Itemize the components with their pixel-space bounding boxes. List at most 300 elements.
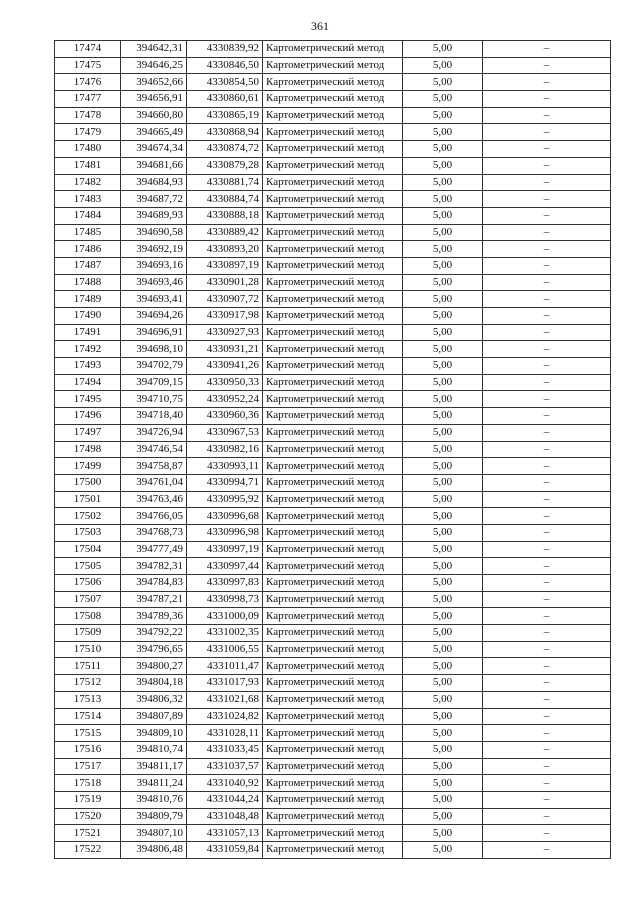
x-coordinate-cell: 394763,46 [121, 491, 187, 508]
accuracy-cell: 5,00 [403, 825, 483, 842]
accuracy-cell: 5,00 [403, 124, 483, 141]
point-number-cell: 17488 [55, 274, 121, 291]
accuracy-cell: 5,00 [403, 691, 483, 708]
method-cell: Картометрический метод [263, 274, 403, 291]
accuracy-cell: 5,00 [403, 174, 483, 191]
y-coordinate-cell: 4330865,19 [187, 107, 263, 124]
y-coordinate-cell: 4331028,11 [187, 725, 263, 742]
y-coordinate-cell: 4330993,11 [187, 458, 263, 475]
page-number: 361 [311, 19, 329, 33]
method-cell: Картометрический метод [263, 508, 403, 525]
y-coordinate-cell: 4330860,61 [187, 91, 263, 108]
accuracy-cell: 5,00 [403, 791, 483, 808]
method-cell: Картометрический метод [263, 842, 403, 859]
x-coordinate-cell: 394694,26 [121, 308, 187, 325]
method-cell: Картометрический метод [263, 408, 403, 425]
accuracy-cell: 5,00 [403, 241, 483, 258]
note-cell: – [483, 241, 611, 258]
x-coordinate-cell: 394698,10 [121, 341, 187, 358]
accuracy-cell: 5,00 [403, 675, 483, 692]
y-coordinate-cell: 4330879,28 [187, 157, 263, 174]
x-coordinate-cell: 394766,05 [121, 508, 187, 525]
y-coordinate-cell: 4331011,47 [187, 658, 263, 675]
note-cell: – [483, 191, 611, 208]
table-row [55, 842, 611, 859]
note-cell: – [483, 424, 611, 441]
accuracy-cell: 5,00 [403, 341, 483, 358]
note-cell: – [483, 591, 611, 608]
method-cell: Картометрический метод [263, 107, 403, 124]
point-number-cell: 17496 [55, 408, 121, 425]
table-row [55, 825, 611, 842]
y-coordinate-cell: 4330884,74 [187, 191, 263, 208]
y-coordinate-cell: 4330868,94 [187, 124, 263, 141]
point-number-cell: 17500 [55, 474, 121, 491]
table-row [55, 91, 611, 108]
note-cell: – [483, 658, 611, 675]
point-number-cell: 17514 [55, 708, 121, 725]
y-coordinate-cell: 4331059,84 [187, 842, 263, 859]
point-number-cell: 17490 [55, 308, 121, 325]
table-row [55, 775, 611, 792]
y-coordinate-cell: 4330893,20 [187, 241, 263, 258]
table-row [55, 608, 611, 625]
note-cell: – [483, 308, 611, 325]
method-cell: Картометрический метод [263, 675, 403, 692]
point-number-cell: 17510 [55, 641, 121, 658]
accuracy-cell: 5,00 [403, 808, 483, 825]
x-coordinate-cell: 394809,79 [121, 808, 187, 825]
point-number-cell: 17508 [55, 608, 121, 625]
method-cell: Картометрический метод [263, 308, 403, 325]
table-row [55, 207, 611, 224]
method-cell: Картометрический метод [263, 141, 403, 158]
method-cell: Картометрический метод [263, 708, 403, 725]
accuracy-cell: 5,00 [403, 575, 483, 592]
y-coordinate-cell: 4330927,93 [187, 324, 263, 341]
point-number-cell: 17513 [55, 691, 121, 708]
table-row [55, 791, 611, 808]
x-coordinate-cell: 394684,93 [121, 174, 187, 191]
table-row [55, 57, 611, 74]
note-cell: – [483, 675, 611, 692]
method-cell: Картометрический метод [263, 791, 403, 808]
x-coordinate-cell: 394642,31 [121, 41, 187, 58]
table-row [55, 808, 611, 825]
note-cell: – [483, 808, 611, 825]
accuracy-cell: 5,00 [403, 141, 483, 158]
note-cell: – [483, 758, 611, 775]
point-number-cell: 17491 [55, 324, 121, 341]
method-cell: Картометрический метод [263, 157, 403, 174]
accuracy-cell: 5,00 [403, 324, 483, 341]
table-row [55, 558, 611, 575]
accuracy-cell: 5,00 [403, 758, 483, 775]
method-cell: Картометрический метод [263, 775, 403, 792]
note-cell: – [483, 374, 611, 391]
x-coordinate-cell: 394646,25 [121, 57, 187, 74]
table-row [55, 491, 611, 508]
point-number-cell: 17483 [55, 191, 121, 208]
table-row [55, 708, 611, 725]
x-coordinate-cell: 394693,41 [121, 291, 187, 308]
table-row [55, 725, 611, 742]
point-number-cell: 17498 [55, 441, 121, 458]
note-cell: – [483, 458, 611, 475]
table-row [55, 458, 611, 475]
point-number-cell: 17485 [55, 224, 121, 241]
table-row [55, 74, 611, 91]
y-coordinate-cell: 4330994,71 [187, 474, 263, 491]
method-cell: Картометрический метод [263, 291, 403, 308]
x-coordinate-cell: 394784,83 [121, 575, 187, 592]
note-cell: – [483, 474, 611, 491]
x-coordinate-cell: 394674,34 [121, 141, 187, 158]
x-coordinate-cell: 394656,91 [121, 91, 187, 108]
note-cell: – [483, 524, 611, 541]
accuracy-cell: 5,00 [403, 524, 483, 541]
y-coordinate-cell: 4330846,50 [187, 57, 263, 74]
note-cell: – [483, 274, 611, 291]
accuracy-cell: 5,00 [403, 508, 483, 525]
note-cell: – [483, 224, 611, 241]
note-cell: – [483, 291, 611, 308]
point-number-cell: 17475 [55, 57, 121, 74]
x-coordinate-cell: 394709,15 [121, 374, 187, 391]
note-cell: – [483, 74, 611, 91]
accuracy-cell: 5,00 [403, 591, 483, 608]
method-cell: Картометрический метод [263, 625, 403, 642]
point-number-cell: 17517 [55, 758, 121, 775]
point-number-cell: 17486 [55, 241, 121, 258]
accuracy-cell: 5,00 [403, 658, 483, 675]
note-cell: – [483, 708, 611, 725]
note-cell: – [483, 408, 611, 425]
y-coordinate-cell: 4331024,82 [187, 708, 263, 725]
x-coordinate-cell: 394807,10 [121, 825, 187, 842]
method-cell: Картометрический метод [263, 575, 403, 592]
point-number-cell: 17487 [55, 257, 121, 274]
point-number-cell: 17502 [55, 508, 121, 525]
point-number-cell: 17503 [55, 524, 121, 541]
x-coordinate-cell: 394792,22 [121, 625, 187, 642]
note-cell: – [483, 842, 611, 859]
x-coordinate-cell: 394710,75 [121, 391, 187, 408]
x-coordinate-cell: 394787,21 [121, 591, 187, 608]
y-coordinate-cell: 4331000,09 [187, 608, 263, 625]
table-row [55, 241, 611, 258]
x-coordinate-cell: 394660,80 [121, 107, 187, 124]
method-cell: Картометрический метод [263, 191, 403, 208]
x-coordinate-cell: 394702,79 [121, 358, 187, 375]
accuracy-cell: 5,00 [403, 358, 483, 375]
accuracy-cell: 5,00 [403, 308, 483, 325]
point-number-cell: 17492 [55, 341, 121, 358]
table-row [55, 741, 611, 758]
method-cell: Картометрический метод [263, 741, 403, 758]
y-coordinate-cell: 4331044,24 [187, 791, 263, 808]
method-cell: Картометрический метод [263, 41, 403, 58]
x-coordinate-cell: 394718,40 [121, 408, 187, 425]
point-number-cell: 17521 [55, 825, 121, 842]
x-coordinate-cell: 394807,89 [121, 708, 187, 725]
x-coordinate-cell: 394796,65 [121, 641, 187, 658]
table-row [55, 524, 611, 541]
accuracy-cell: 5,00 [403, 157, 483, 174]
table-row [55, 641, 611, 658]
y-coordinate-cell: 4330874,72 [187, 141, 263, 158]
note-cell: – [483, 91, 611, 108]
x-coordinate-cell: 394687,72 [121, 191, 187, 208]
accuracy-cell: 5,00 [403, 391, 483, 408]
note-cell: – [483, 341, 611, 358]
note-cell: – [483, 741, 611, 758]
accuracy-cell: 5,00 [403, 641, 483, 658]
x-coordinate-cell: 394681,66 [121, 157, 187, 174]
note-cell: – [483, 541, 611, 558]
method-cell: Картометрический метод [263, 658, 403, 675]
table-body [55, 41, 611, 859]
accuracy-cell: 5,00 [403, 224, 483, 241]
point-number-cell: 17501 [55, 491, 121, 508]
table-row [55, 474, 611, 491]
note-cell: – [483, 641, 611, 658]
note-cell: – [483, 257, 611, 274]
note-cell: – [483, 691, 611, 708]
note-cell: – [483, 775, 611, 792]
accuracy-cell: 5,00 [403, 458, 483, 475]
y-coordinate-cell: 4330881,74 [187, 174, 263, 191]
accuracy-cell: 5,00 [403, 107, 483, 124]
x-coordinate-cell: 394806,48 [121, 842, 187, 859]
table-row [55, 308, 611, 325]
point-number-cell: 17482 [55, 174, 121, 191]
y-coordinate-cell: 4330997,44 [187, 558, 263, 575]
y-coordinate-cell: 4330952,24 [187, 391, 263, 408]
accuracy-cell: 5,00 [403, 558, 483, 575]
x-coordinate-cell: 394777,49 [121, 541, 187, 558]
table-row [55, 591, 611, 608]
accuracy-cell: 5,00 [403, 41, 483, 58]
y-coordinate-cell: 4330960,36 [187, 408, 263, 425]
x-coordinate-cell: 394689,93 [121, 207, 187, 224]
note-cell: – [483, 558, 611, 575]
accuracy-cell: 5,00 [403, 725, 483, 742]
method-cell: Картометрический метод [263, 74, 403, 91]
y-coordinate-cell: 4330996,98 [187, 524, 263, 541]
point-number-cell: 17506 [55, 575, 121, 592]
y-coordinate-cell: 4331002,35 [187, 625, 263, 642]
accuracy-cell: 5,00 [403, 291, 483, 308]
method-cell: Картометрический метод [263, 474, 403, 491]
table-row [55, 508, 611, 525]
method-cell: Картометрический метод [263, 691, 403, 708]
method-cell: Картометрический метод [263, 374, 403, 391]
table-row [55, 358, 611, 375]
note-cell: – [483, 725, 611, 742]
note-cell: – [483, 608, 611, 625]
method-cell: Картометрический метод [263, 224, 403, 241]
method-cell: Картометрический метод [263, 174, 403, 191]
method-cell: Картометрический метод [263, 358, 403, 375]
y-coordinate-cell: 4330907,72 [187, 291, 263, 308]
y-coordinate-cell: 4331057,13 [187, 825, 263, 842]
y-coordinate-cell: 4331048,48 [187, 808, 263, 825]
x-coordinate-cell: 394690,58 [121, 224, 187, 241]
y-coordinate-cell: 4331017,93 [187, 675, 263, 692]
note-cell: – [483, 207, 611, 224]
method-cell: Картометрический метод [263, 541, 403, 558]
method-cell: Картометрический метод [263, 324, 403, 341]
table-row [55, 625, 611, 642]
table-row [55, 191, 611, 208]
accuracy-cell: 5,00 [403, 474, 483, 491]
note-cell: – [483, 157, 611, 174]
table-row [55, 291, 611, 308]
y-coordinate-cell: 4330931,21 [187, 341, 263, 358]
table-row [55, 374, 611, 391]
accuracy-cell: 5,00 [403, 207, 483, 224]
point-number-cell: 17522 [55, 842, 121, 859]
table-row [55, 174, 611, 191]
y-coordinate-cell: 4330901,28 [187, 274, 263, 291]
y-coordinate-cell: 4330888,18 [187, 207, 263, 224]
x-coordinate-cell: 394665,49 [121, 124, 187, 141]
point-number-cell: 17520 [55, 808, 121, 825]
method-cell: Картометрический метод [263, 458, 403, 475]
table-row [55, 391, 611, 408]
method-cell: Картометрический метод [263, 124, 403, 141]
point-number-cell: 17505 [55, 558, 121, 575]
x-coordinate-cell: 394761,04 [121, 474, 187, 491]
table-row [55, 157, 611, 174]
y-coordinate-cell: 4330998,73 [187, 591, 263, 608]
accuracy-cell: 5,00 [403, 91, 483, 108]
table-row [55, 124, 611, 141]
x-coordinate-cell: 394809,10 [121, 725, 187, 742]
y-coordinate-cell: 4330997,83 [187, 575, 263, 592]
table-row [55, 658, 611, 675]
table-row [55, 424, 611, 441]
y-coordinate-cell: 4330996,68 [187, 508, 263, 525]
accuracy-cell: 5,00 [403, 775, 483, 792]
note-cell: – [483, 441, 611, 458]
accuracy-cell: 5,00 [403, 408, 483, 425]
coordinates-table [54, 40, 611, 859]
x-coordinate-cell: 394692,19 [121, 241, 187, 258]
accuracy-cell: 5,00 [403, 441, 483, 458]
note-cell: – [483, 508, 611, 525]
table-row [55, 107, 611, 124]
method-cell: Картометрический метод [263, 207, 403, 224]
x-coordinate-cell: 394810,76 [121, 791, 187, 808]
note-cell: – [483, 491, 611, 508]
accuracy-cell: 5,00 [403, 274, 483, 291]
x-coordinate-cell: 394806,32 [121, 691, 187, 708]
method-cell: Картометрический метод [263, 641, 403, 658]
note-cell: – [483, 141, 611, 158]
method-cell: Картометрический метод [263, 241, 403, 258]
table-row [55, 224, 611, 241]
x-coordinate-cell: 394768,73 [121, 524, 187, 541]
point-number-cell: 17497 [55, 424, 121, 441]
accuracy-cell: 5,00 [403, 57, 483, 74]
point-number-cell: 17504 [55, 541, 121, 558]
y-coordinate-cell: 4331040,92 [187, 775, 263, 792]
point-number-cell: 17515 [55, 725, 121, 742]
table-row [55, 274, 611, 291]
point-number-cell: 17479 [55, 124, 121, 141]
table-row [55, 257, 611, 274]
method-cell: Картометрический метод [263, 391, 403, 408]
x-coordinate-cell: 394746,54 [121, 441, 187, 458]
x-coordinate-cell: 394726,94 [121, 424, 187, 441]
note-cell: – [483, 791, 611, 808]
point-number-cell: 17480 [55, 141, 121, 158]
point-number-cell: 17493 [55, 358, 121, 375]
x-coordinate-cell: 394782,31 [121, 558, 187, 575]
accuracy-cell: 5,00 [403, 191, 483, 208]
accuracy-cell: 5,00 [403, 842, 483, 859]
note-cell: – [483, 124, 611, 141]
point-number-cell: 17519 [55, 791, 121, 808]
point-number-cell: 17516 [55, 741, 121, 758]
point-number-cell: 17489 [55, 291, 121, 308]
method-cell: Картометрический метод [263, 808, 403, 825]
accuracy-cell: 5,00 [403, 708, 483, 725]
accuracy-cell: 5,00 [403, 374, 483, 391]
note-cell: – [483, 575, 611, 592]
table-row [55, 691, 611, 708]
accuracy-cell: 5,00 [403, 741, 483, 758]
point-number-cell: 17494 [55, 374, 121, 391]
point-number-cell: 17499 [55, 458, 121, 475]
point-number-cell: 17484 [55, 207, 121, 224]
y-coordinate-cell: 4330967,53 [187, 424, 263, 441]
table-row [55, 41, 611, 58]
x-coordinate-cell: 394800,27 [121, 658, 187, 675]
note-cell: – [483, 358, 611, 375]
y-coordinate-cell: 4330854,50 [187, 74, 263, 91]
method-cell: Картометрический метод [263, 424, 403, 441]
y-coordinate-cell: 4330917,98 [187, 308, 263, 325]
y-coordinate-cell: 4331033,45 [187, 741, 263, 758]
point-number-cell: 17477 [55, 91, 121, 108]
x-coordinate-cell: 394758,87 [121, 458, 187, 475]
method-cell: Картометрический метод [263, 441, 403, 458]
point-number-cell: 17509 [55, 625, 121, 642]
method-cell: Картометрический метод [263, 591, 403, 608]
point-number-cell: 17474 [55, 41, 121, 58]
y-coordinate-cell: 4331037,57 [187, 758, 263, 775]
accuracy-cell: 5,00 [403, 608, 483, 625]
method-cell: Картометрический метод [263, 257, 403, 274]
x-coordinate-cell: 394789,36 [121, 608, 187, 625]
x-coordinate-cell: 394693,16 [121, 257, 187, 274]
table-row [55, 441, 611, 458]
method-cell: Картометрический метод [263, 558, 403, 575]
table-row [55, 758, 611, 775]
point-number-cell: 17511 [55, 658, 121, 675]
point-number-cell: 17518 [55, 775, 121, 792]
method-cell: Картометрический метод [263, 57, 403, 74]
y-coordinate-cell: 4330897,19 [187, 257, 263, 274]
note-cell: – [483, 625, 611, 642]
accuracy-cell: 5,00 [403, 625, 483, 642]
method-cell: Картометрический метод [263, 825, 403, 842]
point-number-cell: 17481 [55, 157, 121, 174]
x-coordinate-cell: 394696,91 [121, 324, 187, 341]
